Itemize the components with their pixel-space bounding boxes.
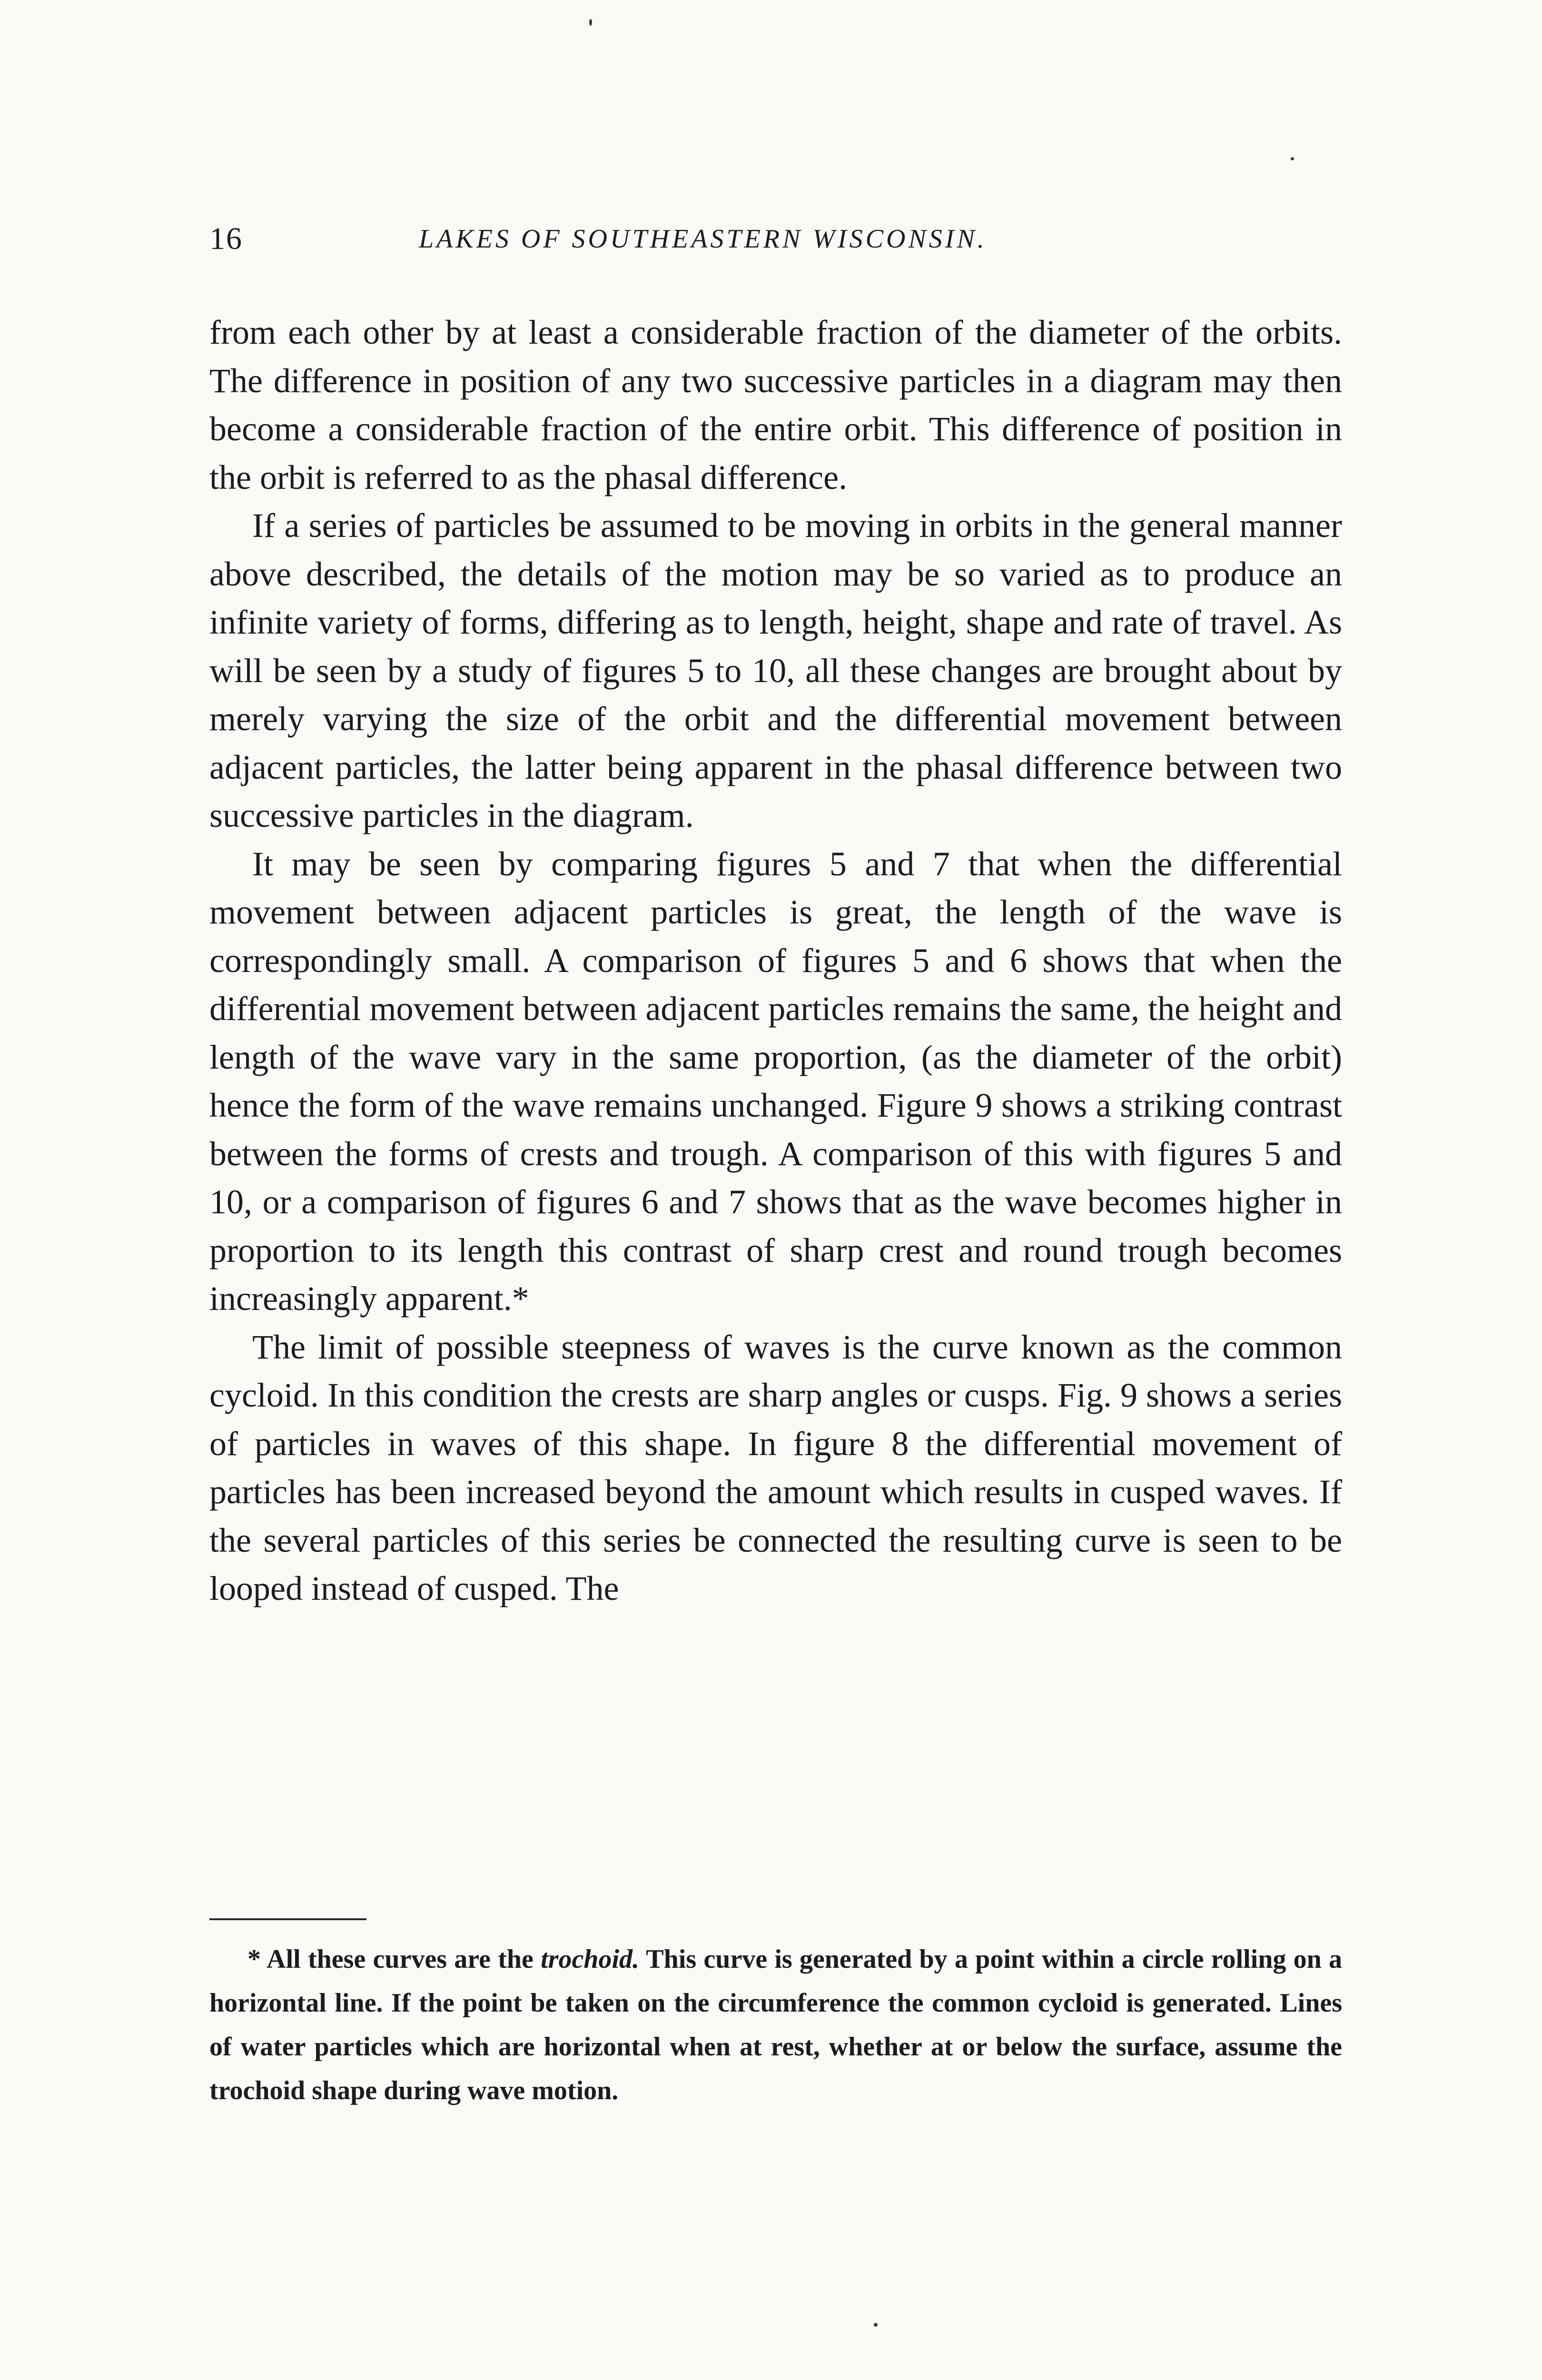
body-text (209, 308, 1342, 1613)
paragraph-continuation: from each other by at least a considerable fraction of the diameter of the orbits. The difference in position of any two successive particles in a diagram may then become a considerable fraction of the entire orbit. This difference of position in the orbit is referred to as the phasal difference. (209, 313, 1342, 496)
scan-speck (1291, 157, 1294, 160)
footnote-lead: * All these curves are the (247, 1944, 541, 1974)
footnote-divider (209, 1918, 366, 1920)
scan-speck (874, 2323, 878, 2327)
paragraph-cycloid-limit: The limit of possible steepness of waves is the curve known as the common cycloid. In this condition the crests are sharp angles or cusps. Fig. 9 shows a series of particles in waves of this shape. In figure 8 the differential movement of particles has been increased beyond the amount which results in cusped waves. If the several particles of this series be connected the resulting curve is seen to be looped instead of cusped. The (209, 1328, 1342, 1607)
paragraph-figure-comparison: It may be seen by comparing figures 5 and 7 that when the differential movement between adjacent particles is great, the length of the wave is correspondingly small. A comparison of figures 5 and 6 shows that when the differential movement between adjacent particles remains the same, the height and length of the wave vary in the same proportion, (as the diameter of the orbit) hence the form of the wave remains unchanged. Figure 9 shows a striking contrast between the forms of crests and trough. A comparison of this with figures 5 and 10, or a comparison of figures 6 and 7 shows that as the wave becomes higher in proportion to its length this contrast of sharp crest and round trough becomes increasingly apparent.* (209, 844, 1342, 1318)
footnote-body: This curve is generated by a point within a circle rolling on a horizontal line. If the point be taken on the circumference the common cycloid is generated. Lines of water particles which are horizontal when at rest, whether at or below the surface, assume the trochoid shape during wave motion. (209, 1944, 1342, 2105)
footnote-term: trochoid. (541, 1944, 640, 1974)
page-number: 16 (209, 221, 243, 256)
running-title: LAKES OF SOUTHEASTERN WISCONSIN. (419, 224, 987, 254)
footnote (209, 1937, 1342, 2112)
scan-speck (589, 19, 592, 26)
paragraph-orbit-motion: If a series of particles be assumed to be moving in orbits in the general manner above described, the details of the motion may be so varied as to produce an infinite variety of forms, differing as to length, height, shape and rate of travel. As will be seen by a study of figures 5 to 10, all these changes are brought about by merely varying the size of the orbit and the differential movement between adjacent particles, the latter being apparent in the phasal difference between two successive particles in the diagram. (209, 506, 1342, 834)
page-header (209, 220, 1342, 258)
